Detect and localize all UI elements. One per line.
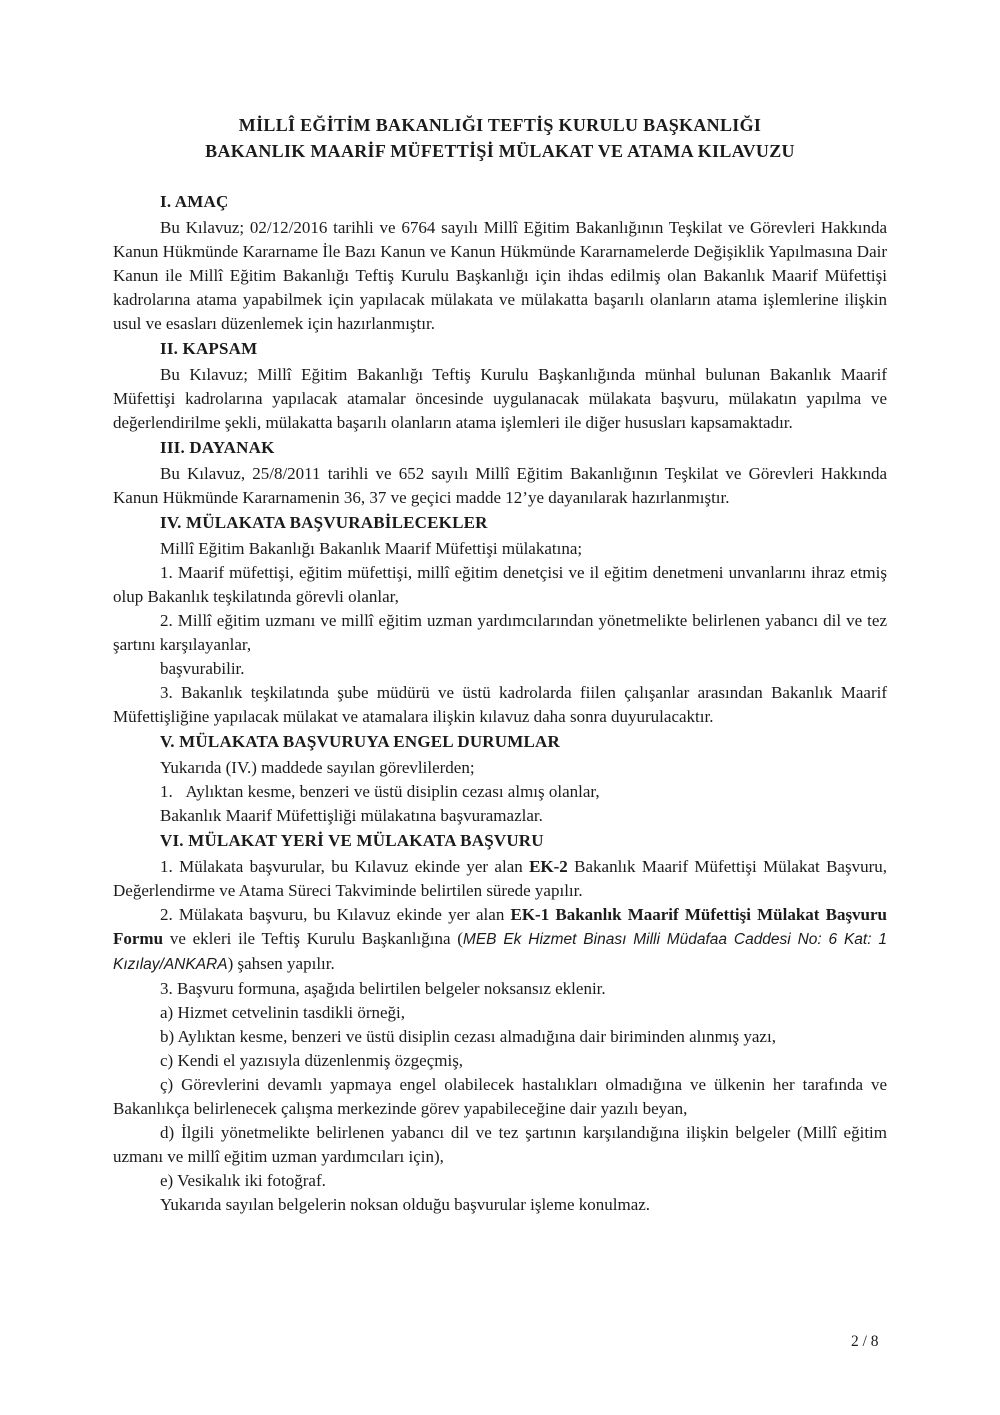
document-title-line-1: MİLLÎ EĞİTİM BAKANLIĞI TEFTİŞ KURULU BAŞKANLIĞI [238,115,762,135]
run-text: ve ekleri ile Teftiş Kurulu Başkanlığına ( [163,929,463,948]
list-item-belge-cc: ç) Görevlerini devamlı yapmaya engel olabilecek hastalıkları olmadığına ve ülkenin her tarafında ve Bakanlıkça belirlenecek çalışma merkezinde görev yapabileceğine dair yazılı beyan, [113,1075,887,1118]
heading-amac: I. AMAÇ [160,192,229,211]
list-item-belge-c: c) Kendi el yazısıyla düzenlenmiş özgeçmiş, [160,1051,464,1070]
paragraph-basvuru-3: 3. Başvuru formuna, aşağıda belirtilen belgeler noksansız eklenir. [160,979,606,998]
list-item-engel-1: 1. Aylıktan kesme, benzeri ve üstü disiplin cezası almış olanlar, [160,782,600,801]
paragraph-amac: Bu Kılavuz; 02/12/2016 tarihli ve 6764 sayılı Millî Eğitim Bakanlığının Teşkilat ve Görevleri Hakkında Kanun Hükmünde Kararname İle Bazı Kanun ve Kanun Hükmünde Kararnamelerde Değişiklik Yapılmasına Dair Kanun ile Millî Eğitim Bakanlığı Teftiş Kurulu Başkanlığı için ihdas edilmiş olan Bakanlık Maarif Müfettişi kadrolarına atama yapabilmek için yapılacak mülakata ve mülakatta başarılı olanların atama işlemlerine ilişkin usul ve esasları düzenlemek için hazırlanmıştır. [113,218,887,333]
paragraph-dayanak: Bu Kılavuz, 25/8/2011 tarihli ve 652 sayılı Millî Eğitim Bakanlığının Teşkilat ve Görevleri Hakkında Kanun Hükmünde Kararnamenin 36, 37 ve geçici madde 12’ye dayanılarak hazırlanmıştır. [113,464,887,507]
section-kapsam [113,337,887,435]
section-dayanak [113,436,887,510]
paragraph-basvuru-2 [113,903,887,977]
section-amac [113,190,887,336]
run-text: 1. Mülakata başvurular, bu Kılavuz ekinde yer alan [160,857,530,876]
run-text: ) şahsen yapılır. [227,954,335,973]
section-engel-durumlar [113,730,887,828]
section-basvurabilecekler [113,511,887,729]
list-item-belge-a: a) Hizmet cetvelinin tasdikli örneği, [160,1003,406,1022]
run-text: 2. Mülakata başvuru, bu Kılavuz ekinde yer alan [160,905,511,924]
heading-dayanak: III. DAYANAK [160,438,275,457]
list-item-belge-e: e) Vesikalık iki fotoğraf. [160,1171,326,1190]
list-item-belge-d: d) İlgili yönetmelikte belirlenen yabancı dil ve tez şartının karşılandığına ilişkin belgeler (Millî eğitim uzmanı ve millî eğitim uzman yardımcıları için), [113,1123,887,1166]
heading-mulakat-yeri-basvuru: VI. MÜLAKAT YERİ VE MÜLAKATA BAŞVURU [160,831,544,850]
run-bold-ek2: EK-2 [529,857,568,876]
list-item-basvurabilecekler-2: 2. Millî eğitim uzmanı ve millî eğitim uzman yardımcılarından yönetmelikte belirlenen yabancı dil ve tez şartını karşılayanlar, [113,611,887,654]
heading-basvurabilecekler: IV. MÜLAKATA BAŞVURABİLECEKLER [160,513,488,532]
list-item-basvurabilecekler-3: 3. Bakanlık teşkilatında şube müdürü ve üstü kadrolarda fiilen çalışanlar arasından Bakanlık Maarif Müfettişliğine yapılacak mülakat ve atamalara ilişkin kılavuz daha sonra duyurulacaktır. [113,683,887,726]
paragraph-engel-line-1: Yukarıda (IV.) maddede sayılan görevlilerden; [160,758,475,777]
document-title [113,112,887,164]
paragraph-kapsam: Bu Kılavuz; Millî Eğitim Bakanlığı Teftiş Kurulu Başkanlığında münhal bulunan Bakanlık Maarif Müfettişi kadrolarına yapılacak atamalar öncesinde uygulanacak mülakata başvuru, mülakatın yapılma ve değerlendirilme şekli, mülakatta başarılı olanların atama işlemleri ile diğer hususları kapsamaktadır. [113,365,887,432]
paragraph-closing: Yukarıda sayılan belgelerin noksan olduğu başvurular işleme konulmaz. [160,1195,651,1214]
heading-engel-durumlar: V. MÜLAKATA BAŞVURUYA ENGEL DURUMLAR [160,732,560,751]
document-title-line-2: BAKANLIK MAARİF MÜFETTİŞİ MÜLAKAT VE ATAMA KILAVUZU [205,141,795,161]
run-text: Bakanlık Maarif Müfettişi Mülakat Başvuru, Değerlendirme ve Atama Süreci Takviminde belirtilen sürede yapılır. [113,857,887,900]
paragraph-basvurabilecekler-outro: başvurabilir. [160,659,245,678]
list-item-belge-b: b) Aylıktan kesme, benzeri ve üstü disiplin cezası almadığına dair biriminden alınmış yazı, [160,1027,776,1046]
paragraph-basvuru-1 [113,855,887,903]
run-bold-ek1: EK-1 Bakanlık Maarif Müfettişi Mülakat Başvuru Formu [113,905,888,948]
heading-kapsam: II. KAPSAM [160,339,258,358]
list-item-basvurabilecekler-1: 1. Maarif müfettişi, eğitim müfettişi, millî eğitim denetçisi ve il eğitim denetmeni unvanlarını ihraz etmiş olup Bakanlık teşkilatında görevli olanlar, [113,563,887,606]
paragraph-basvurabilecekler-intro: Millî Eğitim Bakanlığı Bakanlık Maarif Müfettişi mülakatına; [160,539,583,558]
paragraph-engel-line-3: Bakanlık Maarif Müfettişliği mülakatına başvuramazlar. [160,806,543,825]
section-mulakat-yeri-basvuru [113,829,887,1217]
page-number: 2 / 8 [851,1333,879,1350]
run-italic-address: MEB Ek Hizmet Binası Milli Müdafaa Caddesi No: 6 Kat: 1 Kızılay/ANKARA [113,931,887,973]
